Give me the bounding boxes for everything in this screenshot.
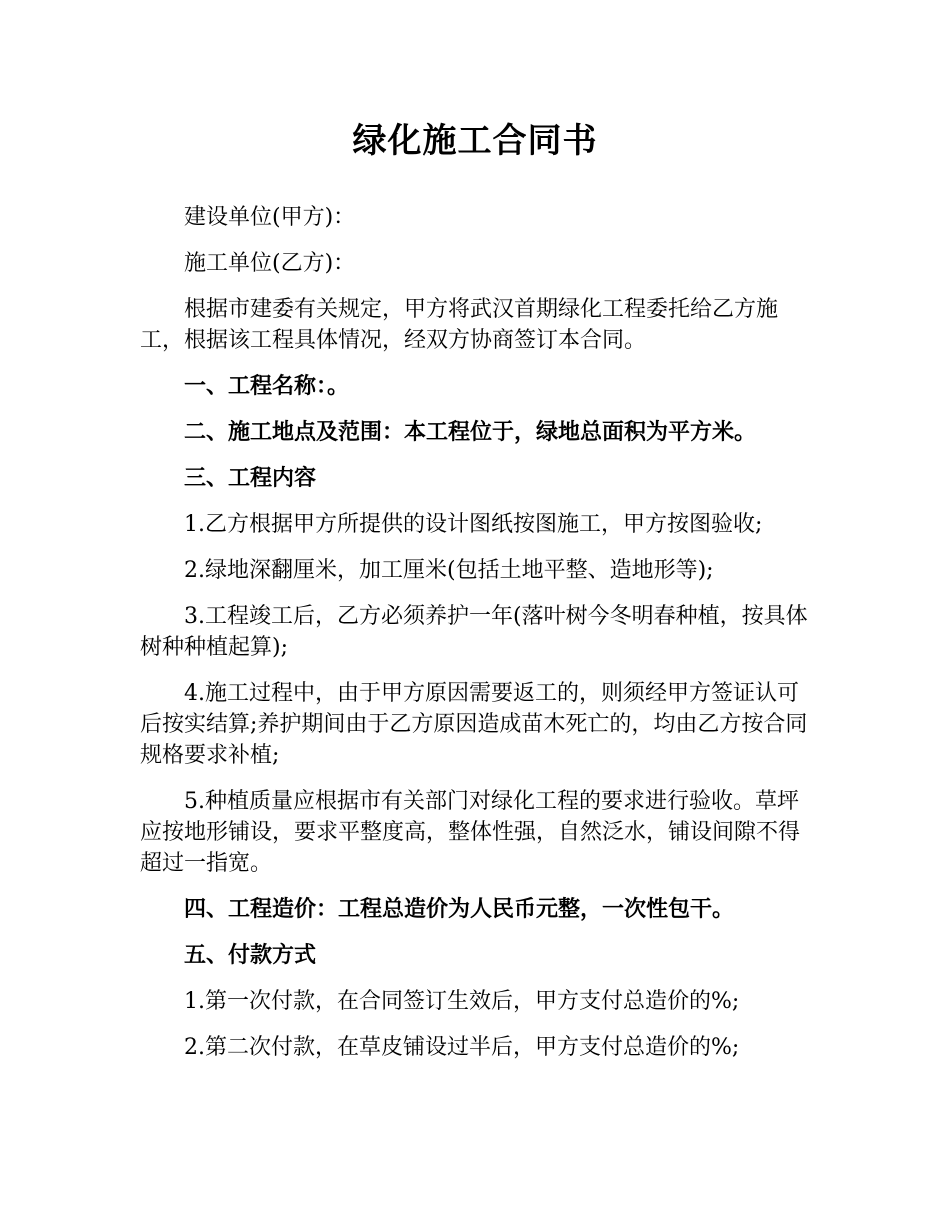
- section-heading-location-scope: 二、施工地点及范围：本工程位于，绿地总面积为平方米。: [184, 420, 757, 445]
- content-item-3: 3.工程竣工后，乙方必须养护一年(落叶树今冬明春种植，按具体树种种植起算);: [140, 604, 808, 660]
- document-body: [140, 202, 820, 1078]
- section-heading-project-name: 一、工程名称：。: [184, 374, 350, 399]
- section-heading-project-content: 三、工程内容: [184, 466, 317, 491]
- payment-item-1: 1.第一次付款，在合同签订生效后，甲方支付总造价的%;: [184, 989, 740, 1014]
- party-b-line: 施工单位(乙方)：: [184, 251, 356, 276]
- content-item-1: 1.乙方根据甲方所提供的设计图纸按图施工，甲方按图验收;: [184, 512, 763, 537]
- payment-item-2: 2.第二次付款，在草皮铺设过半后，甲方支付总造价的%;: [184, 1035, 740, 1060]
- intro-paragraph: 根据市建委有关规定，甲方将武汉首期绿化工程委托给乙方施工，根据该工程具体情况，经双方协商签订本合同。: [140, 297, 779, 353]
- party-a-line: 建设单位(甲方)：: [184, 205, 356, 230]
- section-heading-project-cost: 四、工程造价：工程总造价为人民币元整，一次性包干。: [184, 897, 735, 922]
- section-heading-payment-method: 五、付款方式: [184, 943, 317, 968]
- document-title: 绿化施工合同书: [352, 121, 598, 161]
- content-item-5: 5.种植质量应根据市有关部门对绿化工程的要求进行验收。草坪应按地形铺设，要求平整度高，整体性强，自然泛水，铺设间隙不得超过一指宽。: [140, 789, 801, 876]
- content-item-2: 2.绿地深翻厘米，加工厘米(包括土地平整、造地形等);: [184, 558, 714, 583]
- content-item-4: 4.施工过程中，由于甲方原因需要返工的，则须经甲方签证认可后按实结算;养护期间由于乙方原因造成苗木死亡的，均由乙方按合同规格要求补植;: [140, 681, 808, 768]
